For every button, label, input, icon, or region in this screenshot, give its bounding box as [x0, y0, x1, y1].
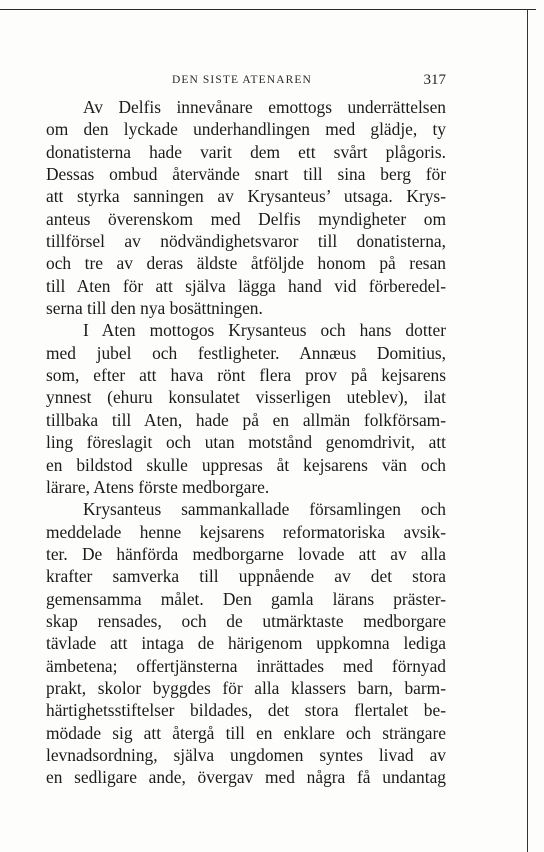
- text-line: krafter samverka till uppnående av det stora: [46, 566, 446, 587]
- page-number: 317: [423, 72, 446, 88]
- text-line: som, efter att hava rönt flera prov på kejsarens: [46, 365, 446, 386]
- text-line: tävlade att intaga de härigenom uppkomna lediga: [46, 633, 446, 654]
- text-line: ling föreslagit och utan motstånd genomdrivit, att: [46, 432, 446, 453]
- text-line: Av Delfis innevånare emottogs underrättelsen: [83, 97, 446, 117]
- text-line: till Aten för att själva lägga hand vid förberedel-: [46, 275, 446, 296]
- text-line: skap rensades, och de utmärktaste medborgare: [46, 610, 446, 631]
- text-line: donatisterna hade varit dem ett svårt plågoris.: [46, 141, 446, 162]
- text-line: anteus överenskom med Delfis myndigheter om: [46, 208, 446, 229]
- top-border-rule: [0, 9, 536, 10]
- text-line: härtighetsstiftelser bildades, det stora flertalet be-: [46, 700, 446, 721]
- text-line: ter. De hänförda medborgarne lovade att av alla: [46, 543, 446, 564]
- text-line: Krysanteus sammankallade församlingen och: [83, 499, 446, 520]
- text-line: att styrka sanningen av Krysanteus’ utsaga. Krys-: [46, 186, 446, 207]
- right-border-rule: [527, 9, 528, 852]
- text-line: ynnest (ehuru konsulatet visserligen uteblev), ilat: [46, 387, 446, 408]
- text-line: tillförsel av nödvändighetsvaror till donatisterna,: [46, 231, 446, 252]
- text-line: om den lyckade underhandlingen med glädje, ty: [46, 119, 446, 140]
- text-line: serna till den nya bosättningen.: [46, 298, 263, 319]
- text-line: en sedligare ande, övergav med några få undantag: [46, 767, 446, 788]
- text-line: Dessas ombud återvände snart till sina berg för: [46, 164, 446, 185]
- text-line: meddelade henne kejsarens reformatoriska avsik-: [46, 521, 446, 542]
- text-line: gemensamma målet. Den gamla lärans präster-: [46, 588, 446, 609]
- body-text: [46, 96, 446, 789]
- text-line: prakt, skolor byggdes för alla klassers barn, barm-: [46, 677, 446, 698]
- running-title: DEN SISTE ATENAREN: [172, 74, 312, 86]
- text-line: mödade sig att återgå till en enklare och strängare: [46, 722, 446, 743]
- text-line: I Aten mottogos Krysanteus och hans dotter: [83, 320, 446, 341]
- running-header: [46, 72, 446, 90]
- text-line: och tre av deras äldste åtföljde honom på resan: [46, 253, 446, 274]
- text-line: en bildstod skulle uppresas åt kejsarens vän och: [46, 454, 446, 475]
- text-line: tillbaka till Aten, hade på en allmän folkförsam-: [46, 409, 446, 430]
- text-line: lärare, Atens förste medborgare.: [46, 476, 270, 497]
- text-line: levnadsordning, själva ungdomen syntes livad av: [46, 744, 446, 765]
- text-line: med jubel och festligheter. Annæus Domitius,: [46, 342, 446, 363]
- text-line: ämbetena; offertjänsterna inrättades med förnyad: [46, 655, 446, 676]
